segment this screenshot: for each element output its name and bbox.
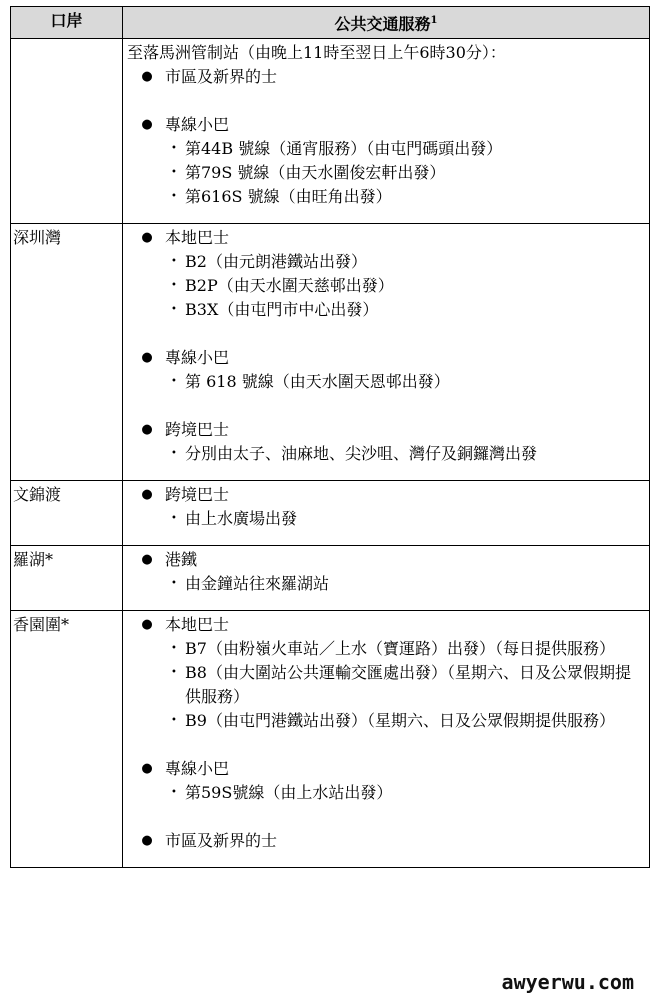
route-item: [163, 137, 645, 161]
sub-bullet-icon: •: [171, 448, 177, 460]
route-item: [163, 250, 645, 274]
service-category-label: 本地巴士: [165, 228, 230, 248]
route-item-text: 第59S號線（由上水站出發）: [185, 783, 393, 803]
route-item-text: 第44B 號線（通宵服務）（由屯門碼頭出發）: [185, 139, 503, 159]
route-item-text: B8（由大圍站公共運輸交匯處出發）（星期六、日及公眾假期提供服務）: [185, 663, 631, 707]
service-category-label: 專線小巴: [165, 348, 230, 368]
route-item-text: 第 618 號線（由天水圍天恩邨出發）: [185, 372, 450, 392]
bullet-icon: ●: [141, 69, 153, 85]
route-item-text: 第616S 號線（由旺角出發）: [185, 187, 392, 207]
service-category-label: 港鐵: [165, 550, 198, 570]
bullet-icon: ●: [141, 117, 153, 133]
service-category: [129, 829, 645, 853]
port-cell: [11, 39, 123, 224]
service-category: [129, 483, 645, 507]
sub-bullet-icon: •: [171, 256, 177, 268]
port-cell: 文錦渡: [11, 481, 123, 546]
table-header-row: [11, 7, 650, 39]
port-cell: 羅湖*: [11, 546, 123, 611]
header-services: 公共交通服務$^1$: [123, 7, 650, 39]
route-item-text: B3X（由屯門市中心出發）: [185, 300, 379, 320]
services-cell: [123, 546, 650, 611]
route-item: [163, 185, 645, 209]
services-cell: [123, 481, 650, 546]
sub-bullet-icon: •: [171, 513, 177, 525]
service-category-label: 專線小巴: [165, 759, 230, 779]
table-row: [11, 546, 650, 611]
bullet-icon: ●: [141, 230, 153, 246]
sub-bullet-icon: •: [171, 191, 177, 203]
service-category-label: 本地巴士: [165, 615, 230, 635]
sub-bullet-icon: •: [171, 280, 177, 292]
route-item: [163, 572, 645, 596]
route-item: [163, 637, 645, 661]
sub-bullet-icon: •: [171, 143, 177, 155]
route-item: [163, 781, 645, 805]
route-item: [163, 298, 645, 322]
sub-bullet-icon: •: [171, 787, 177, 799]
bullet-icon: ●: [141, 552, 153, 568]
service-category-label: 跨境巴士: [165, 485, 230, 505]
route-item: [163, 507, 645, 531]
service-category: [129, 346, 645, 370]
port-cell: 深圳灣: [11, 224, 123, 481]
bullet-icon: ●: [141, 422, 153, 438]
services-cell: [123, 611, 650, 868]
sub-bullet-icon: •: [171, 578, 177, 590]
route-item-text: 由金鐘站往來羅湖站: [185, 574, 330, 594]
service-category-label: 跨境巴士: [165, 420, 230, 440]
route-item: [163, 442, 645, 466]
sub-bullet-icon: •: [171, 167, 177, 179]
table-row: [11, 39, 650, 224]
route-item-text: B2（由元朗港鐵站出發）: [185, 252, 367, 272]
table-row: [11, 481, 650, 546]
route-item: [163, 161, 645, 185]
bullet-icon: ●: [141, 761, 153, 777]
sub-bullet-icon: •: [171, 304, 177, 316]
watermark: awyerwu.com: [498, 970, 638, 994]
header-port: 口岸: [11, 7, 123, 39]
route-item-text: B7（由粉嶺火車站／上水（寶運路）出發）（每日提供服務）: [185, 639, 615, 659]
sub-bullet-icon: •: [171, 667, 177, 679]
services-intro: 至落馬洲管制站（由晚上11時至翌日上午6時30分）：: [127, 43, 506, 63]
route-item-text: 由上水廣場出發: [185, 509, 298, 529]
route-item-text: 分別由太子、油麻地、尖沙咀、灣仔及銅鑼灣出發: [185, 444, 538, 464]
service-category: [129, 548, 645, 572]
bullet-icon: ●: [141, 833, 153, 849]
service-category: [129, 65, 645, 89]
bullet-icon: ●: [141, 350, 153, 366]
services-cell: [123, 224, 650, 481]
route-item-text: 第79S 號線（由天水圍俊宏軒出發）: [185, 163, 446, 183]
services-cell: [123, 39, 650, 224]
transport-table: [10, 6, 650, 868]
route-item: [163, 274, 645, 298]
service-category: [129, 113, 645, 137]
service-category-label: 市區及新界的士: [165, 831, 278, 851]
bullet-icon: ●: [141, 617, 153, 633]
route-item: [163, 709, 645, 733]
route-item: [163, 370, 645, 394]
service-category: [129, 418, 645, 442]
service-category: [129, 613, 645, 637]
service-category: [129, 757, 645, 781]
port-cell: 香園圍*: [11, 611, 123, 868]
route-item: [163, 661, 645, 709]
route-item-text: B9（由屯門港鐵站出發）（星期六、日及公眾假期提供服務）: [185, 711, 615, 731]
service-category-label: 市區及新界的士: [165, 67, 278, 87]
bullet-icon: ●: [141, 487, 153, 503]
service-category: [129, 226, 645, 250]
route-item-text: B2P（由天水圍天慈邨出發）: [185, 276, 394, 296]
sub-bullet-icon: •: [171, 376, 177, 388]
service-category-label: 專線小巴: [165, 115, 230, 135]
table-row: [11, 224, 650, 481]
sub-bullet-icon: •: [171, 715, 177, 727]
table-row: [11, 611, 650, 868]
sub-bullet-icon: •: [171, 643, 177, 655]
